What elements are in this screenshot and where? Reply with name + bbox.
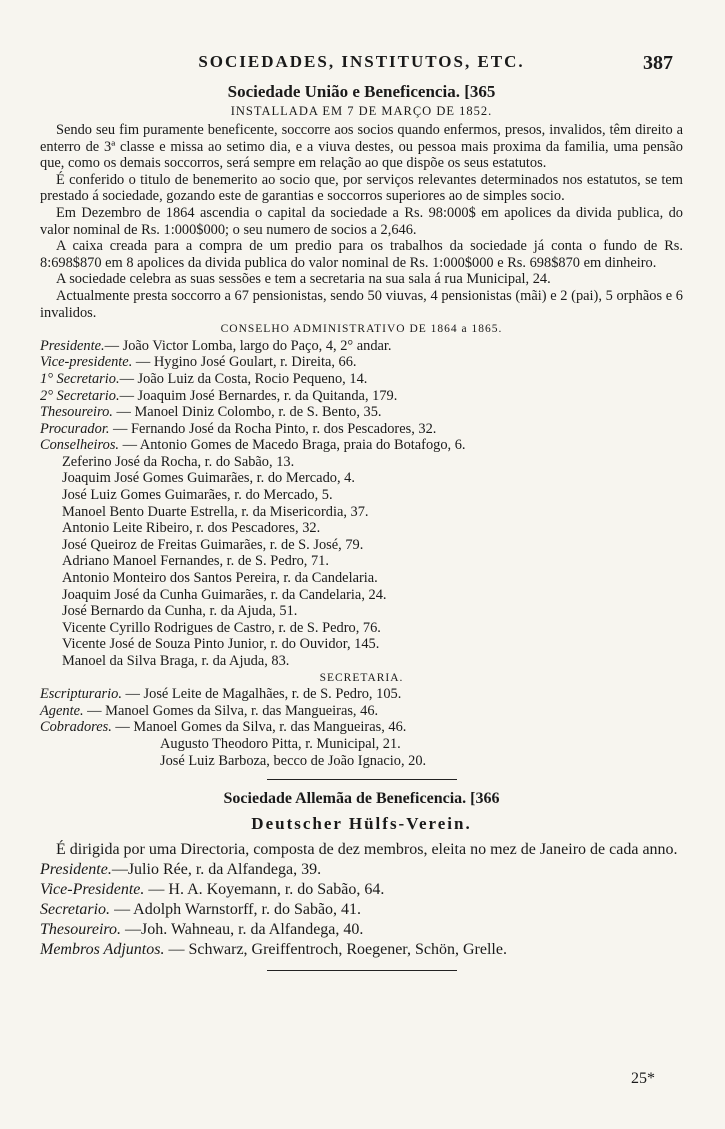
signature-mark: 25*: [631, 1070, 655, 1087]
board-row: [40, 880, 683, 900]
paragraph-purpose: Sendo seu fim puramente beneficente, soccorre aos socios quando enfermos, presos, invalidos, têm direito a enterro de 3ª classe e missa ao setimo dia, e a viuva destes, ou pessoa mais proxima da familia, uma pensão que, como os demais soccorros, será sempre em relação ao que dispõe os seus estatutos.: [40, 122, 683, 172]
council-row: [40, 354, 683, 371]
role-label: Presidente.: [40, 337, 105, 354]
councillor-item: Manoel Bento Duarte Estrella, r. da Misericordia, 37.: [62, 503, 369, 520]
paragraph-benemerito: É conferido o titulo de benemerito ao socio que, por serviços relevantes determinados nos estatutos, se tem prestado á sociedade, gozando este de garantias e soccorros superiores ao de simples socio.: [40, 171, 683, 205]
german-title: Deutscher Hülfs-Verein.: [251, 814, 472, 834]
page-number: 387: [643, 52, 673, 74]
council-row: [40, 404, 683, 421]
councillor-item: José Queiroz de Freitas Guimarães, r. de S. José, 79.: [62, 536, 364, 553]
role-person: — H. A. Koyemann, r. do Sabão, 64.: [144, 881, 385, 899]
role-person: — Adolph Warnstorff, r. do Sabão, 41.: [110, 901, 362, 919]
role-label: Thesoureiro.: [40, 921, 122, 939]
council-row: [40, 437, 683, 454]
role-person: —Joh. Wahneau, r. da Alfandega, 40.: [121, 921, 364, 939]
councillor-item: Vicente Cyrillo Rodrigues de Castro, r. de S. Pedro, 76.: [62, 619, 381, 636]
board-row: [40, 920, 683, 940]
section-divider: [267, 970, 457, 971]
paragraph-pensioners: Actualmente presta soccorro a 67 pensionistas, sendo 50 viuvas, 4 pensionistas (mãi) e 2 (pai), 5 orphãos e 6 invalidos.: [40, 287, 683, 321]
paragraph-directorate: É dirigida por uma Directoria, composta de dez membros, eleita no mez de Janeiro de cada anno.: [56, 841, 678, 859]
role-person: — Antonio Gomes de Macedo Braga, praia do Botafogo, 6.: [119, 437, 466, 454]
paragraph-sessions: A sociedade celebra as suas sessões e tem a secretaria na sua sala á rua Municipal, 24.: [56, 271, 551, 288]
councillor-item: Antonio Monteiro dos Santos Pereira, r. da Candelaria.: [62, 570, 378, 587]
collector-item: Augusto Theodoro Pitta, r. Municipal, 21.: [160, 735, 401, 752]
role-label: Vice-Presidente.: [40, 881, 145, 899]
role-label: 1° Secretario.: [40, 370, 120, 387]
council-row: [40, 338, 683, 355]
board-row: [40, 860, 683, 880]
councillor-item: Joaquim José da Cunha Guimarães, r. da Candelaria, 24.: [62, 586, 387, 603]
role-person: — Hygino José Goulart, r. Direita, 66.: [132, 354, 357, 371]
paragraph-capital: Em Dezembro de 1864 ascendia o capital da sociedade a Rs. 98:000$ em apolices da divida publica, do valor nominal de Rs. 1:000$000; o seu numero de socios a 2,646.: [40, 204, 683, 238]
council-row: [40, 421, 683, 438]
council-row: [40, 388, 683, 405]
role-label: Secretario.: [40, 901, 111, 919]
role-person: — Schwarz, Greiffentroch, Roegener, Schön, Grelle.: [164, 941, 507, 959]
secretariat-row: [40, 686, 683, 703]
role-person: — Fernando José da Rocha Pinto, r. dos Pescadores, 32.: [109, 420, 437, 437]
installation-date: INSTALLADA EM 7 DE MARÇO DE 1852.: [230, 104, 493, 118]
role-person: — Manoel Gomes da Silva, r. das Mangueiras, 46.: [83, 702, 379, 719]
running-head: [40, 52, 683, 76]
role-label: Vice-presidente.: [40, 354, 133, 371]
collector-item: José Luiz Barboza, becco de João Ignacio, 20.: [160, 752, 427, 769]
secretariat-row: [40, 719, 683, 736]
role-person: — João Luiz da Costa, Rocio Pequeno, 14.: [119, 370, 368, 387]
councillor-item: José Luiz Gomes Guimarães, r. do Mercado, 5.: [62, 487, 333, 504]
board-row: [40, 900, 683, 920]
role-person: — João Victor Lomba, largo do Paço, 4, 2° andar.: [104, 337, 392, 354]
councillor-item: José Bernardo da Cunha, r. da Ajuda, 51.: [62, 603, 298, 620]
role-person: — Manoel Gomes da Silva, r. das Mangueiras, 46.: [111, 719, 407, 736]
role-person: — Joaquim José Bernardes, r. da Quitanda, 179.: [119, 387, 398, 404]
role-person: — José Leite de Magalhães, r. de S. Pedro, 105.: [121, 686, 402, 703]
role-label: Cobradores.: [40, 719, 112, 736]
role-label: Presidente.: [40, 861, 112, 879]
councillor-item: Manoel da Silva Braga, r. da Ajuda, 83.: [62, 653, 290, 669]
secretariat-heading: SECRETARIA.: [319, 671, 404, 684]
section-title-366: Sociedade Allemãa de Beneficencia. [366: [223, 790, 500, 808]
role-label: 2° Secretario.: [40, 387, 120, 404]
councillor-item: Joaquim José Gomes Guimarães, r. do Mercado, 4.: [62, 470, 355, 487]
section-title-365: Sociedade União e Beneficencia. [365: [227, 82, 496, 101]
role-label: Thesoureiro.: [40, 404, 113, 421]
councillor-item: Vicente José de Souza Pinto Junior, r. do Ouvidor, 145.: [62, 636, 380, 653]
role-label: Procurador.: [40, 420, 110, 437]
board-row: [40, 940, 683, 960]
role-label: Escripturario.: [40, 686, 122, 703]
role-label: Agente.: [40, 702, 84, 719]
council-row: [40, 371, 683, 388]
role-label: Membros Adjuntos.: [40, 941, 165, 959]
role-person: — Manoel Diniz Colombo, r. de S. Bento, 35.: [112, 404, 382, 421]
section-divider: [267, 779, 457, 780]
councillor-item: Zeferino José da Rocha, r. do Sabão, 13.: [62, 453, 295, 470]
councillor-item: Adriano Manoel Fernandes, r. de S. Pedro, 71.: [62, 553, 329, 570]
paragraph-fund: A caixa creada para a compra de um predio para os trabalhos da sociedade já conta o fundo de Rs. 8:698$870 em 8 apolices da divida publica do valor nominal de Rs. 1:000$000 e Rs. 698$870 em dinheiro.: [40, 238, 683, 271]
secretariat-row: [40, 703, 683, 720]
role-person: —Julio Rée, r. da Alfandega, 39.: [111, 861, 322, 879]
councillor-item: Antonio Leite Ribeiro, r. dos Pescadores, 32.: [62, 520, 321, 537]
running-title: SOCIEDADES, INSTITUTOS, ETC.: [198, 52, 525, 71]
role-label: Conselheiros.: [40, 437, 120, 454]
council-heading: CONSELHO ADMINISTRATIVO DE 1864 a 1865.: [220, 323, 503, 336]
